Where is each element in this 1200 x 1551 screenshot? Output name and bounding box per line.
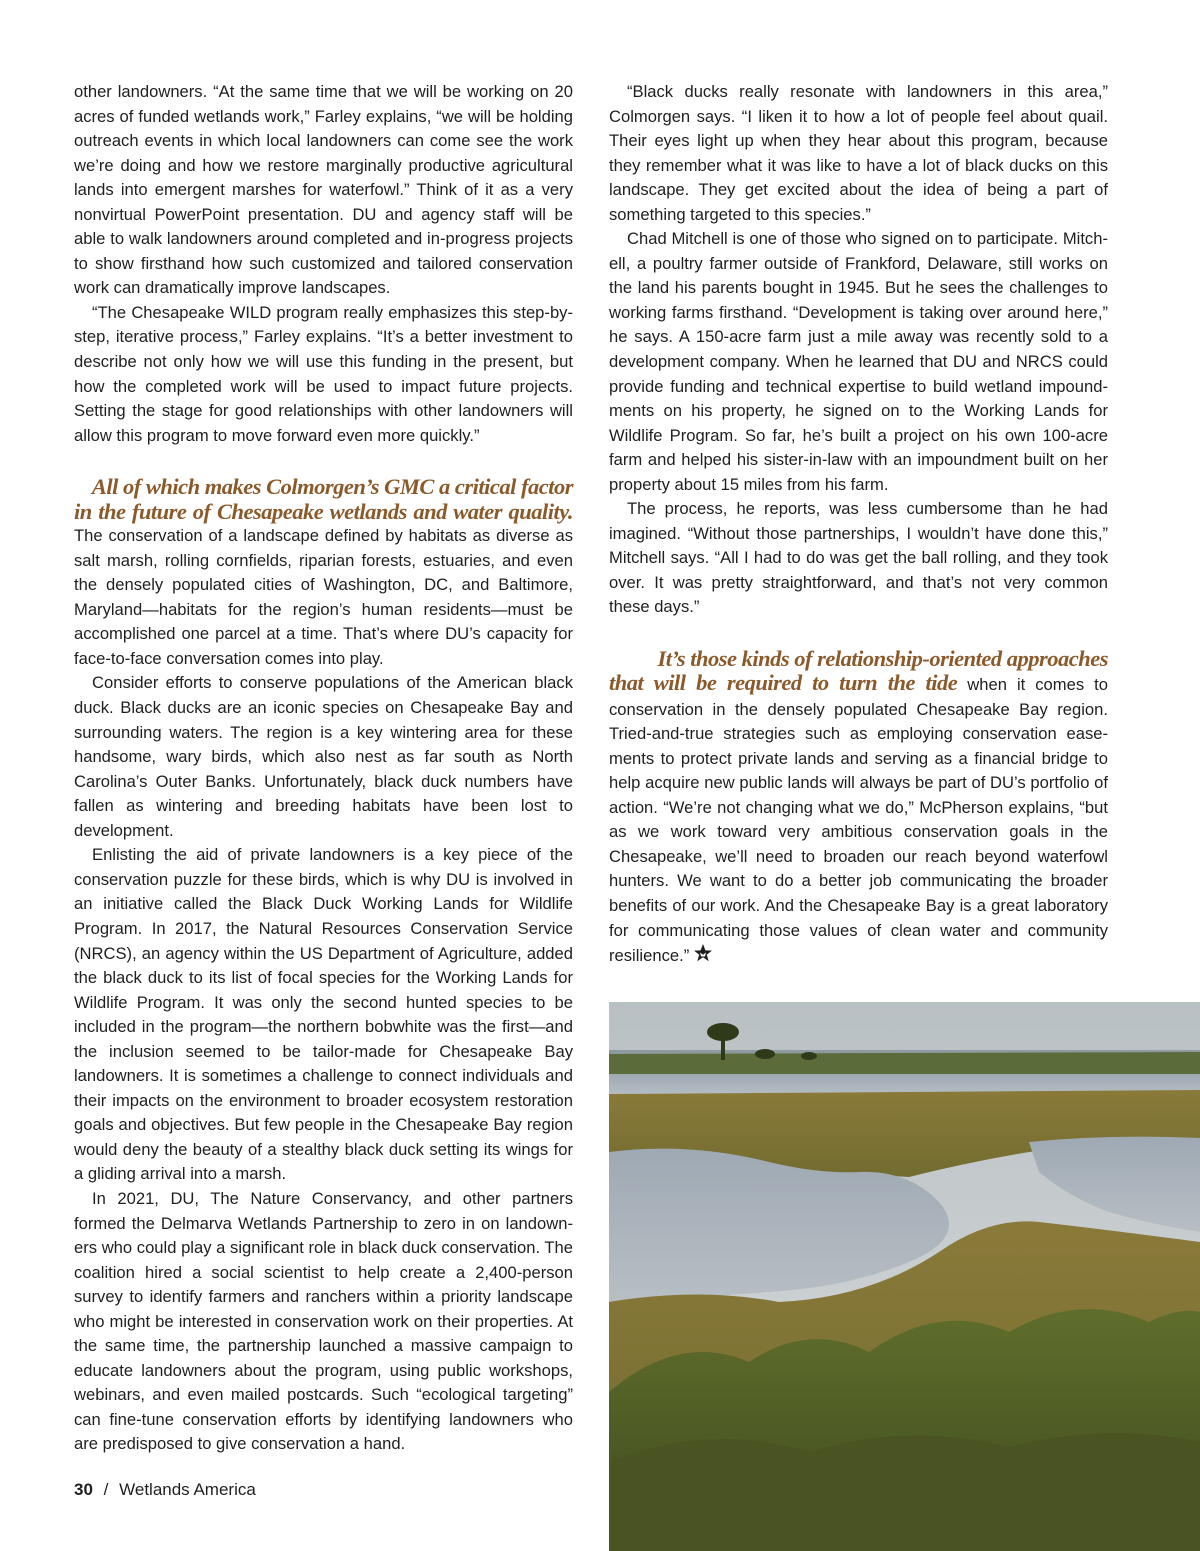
marsh-photo [609, 1002, 1200, 1551]
left-paragraph-4: Consider efforts to conserve populations of the American black duck. Black ducks are an iconic species on Chesapeake Bay and surrounding waters. The region is a key wintering area for these handsome, wary birds, which also nest as far south as North Carolina’s Outer Banks. Unfortunately, black duck numbers have fallen as wintering and breeding habitats have been lost to development. [74, 673, 573, 840]
left-paragraph-3: The conservation of a landscape defined by habitats as diverse as salt marsh, rolling cornfields, riparian forests, estuaries, and even the densely populated cities of Washington, DC, and Baltimore, Maryland—habitats for the region’s human residents—must be accomplished one parcel at a time. That’s where DU’s capacity for face-to-face conversation comes into play. [74, 526, 573, 668]
left-pullquote-lead [74, 474, 573, 524]
right-paragraph-3: The process, he reports, was less cumbersome than he had imagined. “Without those partnerships, I wouldn’t have done this,” Mitchell says. “All I had to do was get the ball rolling, and they took over. It was pretty straightforward, and that’s not very common these days.” [609, 499, 1108, 617]
right-heading-line-2: that will be required to turn the tide [609, 670, 958, 696]
right-paragraph-4-text: when it comes to conservation in the densely populated Chesapeake Bay region. Tried-and-true strategies such as employing conservation easements to protect private lands and serving as a financial bridge to help acquire new public lands will always be part of DU’s portfolio of action. “We’re not changing what we do,” McPherson explains, “but as we work toward very ambitious conservation goals in the Chesapeake, we’ll need to broaden our reach beyond waterfowl hunters. We want to do a better job communicating the broader benefits of our work. And the Chesapeake Bay is a great laboratory for communicating those values of clean water and community resilience.” [609, 675, 1108, 966]
publication-name: Wetlands America [119, 1480, 256, 1499]
left-heading-line-2: in the future of Chesapeake wetlands and water quality. [74, 499, 573, 525]
right-pullquote-lead [609, 646, 1108, 671]
marsh-landscape-image [609, 1002, 1200, 1551]
left-column [74, 80, 573, 1457]
left-heading-line-1: All of which makes Colmorgen’s GMC a critical factor [91, 474, 573, 500]
du-star-end-icon [693, 943, 713, 963]
page-footer [74, 1478, 256, 1502]
right-paragraph-1: “Black ducks really resonate with landowners in this area,” Colmorgen says. “I liken it to how a lot of people feel about quail. Their eyes light up when they hear about this program, because they remember what it was like to have a lot of black ducks on this landscape. They get excited about the idea of being a part of something targeted to this species.” [609, 82, 1108, 224]
right-paragraph-2: Chad Mitchell is one of those who signed on to participate. Mitchell, a poultry farmer outside of Frankford, Delaware, still works on the land his parents bought in 1945. But he sees the challenges to working farms firsthand. “Development is taking over around here,” he says. A 150-acre farm just a mile away was recently sold to a development company. When he learned that DU and NRCS could provide funding and technical expertise to build wetland impoundments on his property, he signed on to the Working Lands for Wildlife Program. So far, he’s built a project on his own 100-acre farm and helped his sister-in-law with an impoundment built on her property about 15 miles from his farm. [609, 229, 1108, 494]
left-paragraph-6: In 2021, DU, The Nature Conservancy, and other partners formed the Delmarva Wetlands Partnership to zero in on landowners who could play a significant role in black duck conservation. The coalition hired a social scientist to help create a 2,400-person survey to identify farmers and ranchers within a priority landscape who might be interested in conservation work on their properties. At the same time, the partnership launched a massive campaign to educate landowners about the program, using public workshops, webinars, and even mailed postcards. Such “ecological targeting” can fine-tune conservation efforts by identifying landowners who are predisposed to give conservation a hand. [74, 1188, 573, 1454]
left-paragraph-5: Enlisting the aid of private landowners is a key piece of the conservation puzzle for these birds, which is why DU is involved in an initiative called the Black Duck Working Lands for Wildlife Program. In 2017, the Natural Resources Conservation Service (NRCS), an agency within the US Department of Agriculture, added the black duck to its list of focal species for the Working Lands for Wildlife Program. It was only the second hunted species to be included in the program—the northern bobwhite was the first—and the inclusion seemed to be tailor-made for Chesapeake Bay landowners. It is sometimes a challenge to connect individuals and their impacts on the environment to broader ecosystem restoration goals and objectives. But few people in the Chesapeake Bay region would deny the beauty of a stealthy black duck setting its wings for a gliding arrival into a marsh. [74, 845, 573, 1184]
page-number: 30 [74, 1480, 93, 1499]
right-column [609, 80, 1108, 969]
right-paragraph-4 [609, 671, 1108, 969]
left-paragraph-1: other landowners. “At the same time that we will be working on 20 acres of funded wetlands work,” Farley explains, “we will be holding outreach events in which local landowners can come see the work we’re doing and how we restore marginally productive agricultural lands into emergent marshes for waterfowl.” Think of it as a very nonvirtual PowerPoint presentation. DU and agency staff will be able to walk landowners around completed and in-progress projects to show firsthand how such customized and tailored conservation work can dramatically improve landscapes. [74, 82, 573, 298]
footer-separator: / [103, 1480, 109, 1499]
left-paragraph-2: “The Chesapeake WILD program really emphasizes this step-by-step, iterative process,” Farley explains. “It’s a better investment to describe not only how we will use this funding in the present, but how the completed work will be used to impact future projects. Setting the stage for good relationships with other landowners will allow this program to move forward even more quickly.” [74, 302, 573, 445]
right-heading-line-1: It’s those kinds of relationship-oriented approaches [657, 646, 1108, 672]
